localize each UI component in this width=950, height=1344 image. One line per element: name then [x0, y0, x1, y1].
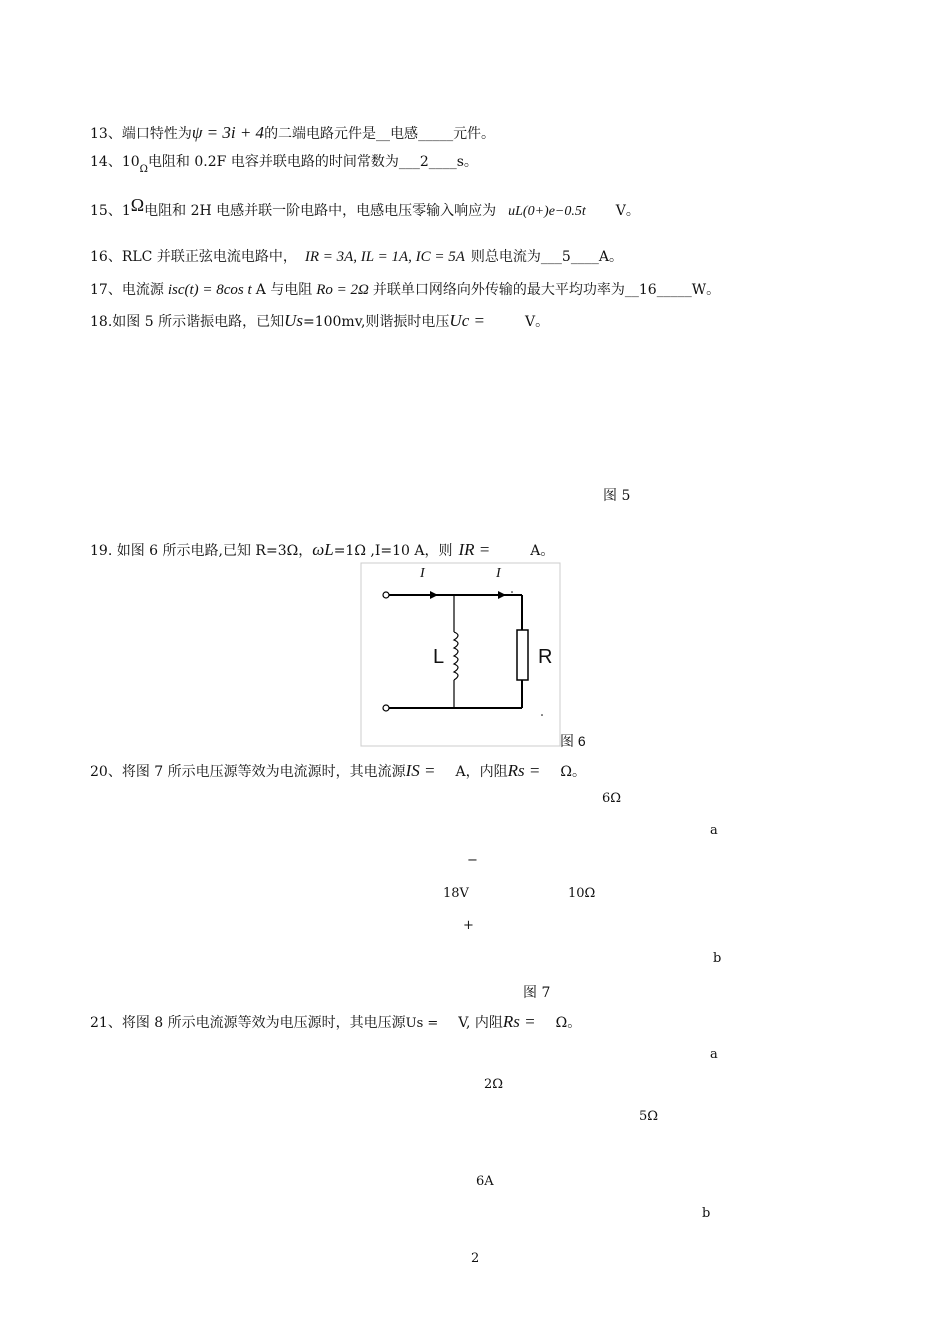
fig8-node-b-label: b — [702, 1206, 711, 1221]
q19-prefix: 19. 如图 6 所示电路,已知 R=3Ω， — [90, 543, 313, 559]
q18-middle: =100mv,则谐振时电压 — [302, 314, 450, 330]
q18-formula-us: Us — [284, 311, 303, 330]
q13-middle: 的二端电路元件是__ — [264, 126, 391, 142]
q21-middle: V, 内阻 — [458, 1015, 503, 1031]
fig7-node-a-label: a — [710, 823, 718, 838]
q17-middle2: 并联单口网络向外传输的最大平均功率为__ — [372, 282, 639, 298]
q21-suffix: Ω。 — [555, 1015, 582, 1031]
q17-suffix: _____W。 — [656, 282, 721, 298]
q20-formula-rs: Rs = — [507, 761, 541, 780]
q21-formula-rs: Rs = — [502, 1012, 536, 1031]
q13-prefix: 13、端口特性为 — [90, 126, 192, 142]
q18-prefix: 18.如图 5 所示谐振电路，已知 — [90, 314, 285, 330]
fig8-source-label: 6A — [476, 1174, 494, 1189]
q17-middle1: A 与电阻 — [255, 282, 313, 298]
fig7-resistor-6-label: 6Ω — [602, 791, 622, 806]
q20-formula-is: IS = — [405, 761, 436, 780]
question-18 — [90, 311, 549, 332]
fig7-resistor-10-label: 10Ω — [568, 886, 596, 901]
q16-middle: 则总电流为___ — [470, 249, 562, 265]
q19-suffix: A。 — [530, 543, 555, 559]
q14-middle: 电阻和 0.2F 电容并联电路的时间常数为___ — [147, 154, 420, 170]
question-15 — [90, 195, 640, 222]
q14-ohm: Ω — [139, 164, 148, 175]
question-21 — [90, 1012, 581, 1034]
q16-formula: IR = 3A, IL = 1A, IC = 5A — [304, 249, 465, 265]
q18-suffix: V。 — [524, 314, 550, 330]
fig6-inductor-label: L — [433, 646, 445, 668]
q19-middle: =1Ω ,I=10 A，则 — [333, 543, 453, 559]
figure-6-circuit — [360, 562, 562, 748]
question-16 — [90, 247, 623, 267]
q17-formula-resistor: Ro = 2Ω — [316, 282, 369, 298]
figure-5-caption: 图 5 — [603, 488, 631, 504]
q13-formula: ψ = 3i + 4 — [191, 123, 265, 142]
fig7-minus-sign: − — [467, 853, 478, 868]
q14-suffix: ____s。 — [428, 154, 478, 170]
q17-prefix: 17、电流源 — [90, 282, 164, 298]
q20-prefix: 20、将图 7 所示电压源等效为电流源时，其电流源 — [90, 764, 406, 780]
q15-middle: 电阻和 2H 电感并联一阶电路中，电感电压零输入响应为 — [144, 203, 497, 219]
fig7-source-label: 18V — [443, 886, 469, 901]
page-number: 2 — [471, 1251, 480, 1266]
question-13 — [90, 123, 495, 144]
fig8-resistor-2-label: 2Ω — [484, 1077, 504, 1092]
question-19 — [90, 540, 554, 561]
q17-formula-source: isc(t) = 8cos t — [167, 282, 252, 298]
q19-formula-ir: IR = — [458, 540, 491, 559]
q17-answer: 16 — [638, 282, 657, 298]
figure-7-caption: 图 7 — [523, 985, 551, 1001]
fig7-plus-sign: + — [463, 918, 474, 933]
q18-formula-uc: Uc = — [449, 311, 485, 330]
fig8-node-a-label: a — [710, 1047, 718, 1062]
figure-6-caption: 图 6 — [560, 733, 586, 749]
q14-prefix: 14、10 — [90, 154, 140, 170]
q20-middle: A，内阻 — [455, 764, 508, 780]
q15-suffix: V。 — [615, 203, 640, 219]
question-14 — [90, 152, 478, 174]
q15-ohm: Ω — [130, 195, 145, 215]
question-20 — [90, 761, 586, 782]
q19-formula-wl: ωL — [312, 540, 334, 559]
q16-suffix: ____A。 — [570, 249, 623, 265]
question-17 — [90, 280, 720, 300]
fig7-node-b-label: b — [713, 951, 722, 966]
fig8-resistor-5-label: 5Ω — [639, 1109, 659, 1124]
q16-prefix: 16、RLC 并联正弦电流电路中， — [90, 249, 297, 265]
fig6-resistor-label: R — [538, 646, 553, 668]
q20-suffix: Ω。 — [560, 764, 586, 780]
q21-us: Us = — [405, 1016, 439, 1031]
fig6-current-i-label: I — [420, 566, 425, 581]
q13-answer: 电感 — [390, 126, 419, 142]
fig6-current-ir-label: I — [496, 566, 501, 581]
q15-prefix: 15、1 — [90, 203, 131, 219]
q14-answer: 2 — [419, 154, 429, 170]
q13-suffix: _____元件。 — [418, 126, 496, 142]
q16-answer: 5 — [561, 249, 571, 265]
q21-prefix: 21、将图 8 所示电流源等效为电压源时，其电压源 — [90, 1015, 406, 1031]
q15-formula: uL(0+)e−0.5t — [508, 204, 586, 219]
